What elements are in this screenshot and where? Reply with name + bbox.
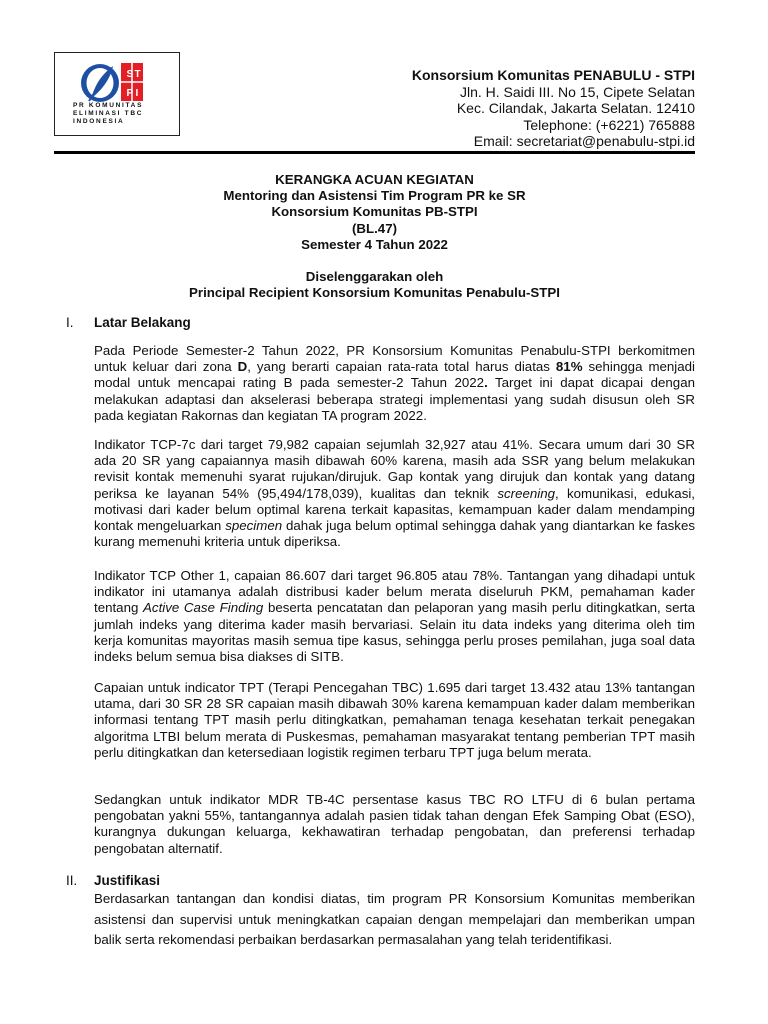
organizer-name: Principal Recipient Konsorsium Komunitas Penabulu-STPI [189,285,560,301]
section-title: Latar Belakang [94,315,191,330]
section-number: II. [66,873,78,888]
letterhead-address-line-1: Jln. H. Saidi III. No 15, Cipete Selatan [459,83,695,100]
logo-letter-s: S [126,69,134,80]
letterhead [412,67,695,150]
letterhead-address-line-2: Kec. Cilandak, Jakarta Selatan. 12410 [456,100,695,117]
logo-caption-line: PR KOMUNITAS [73,102,144,109]
logo-letter-p: P [126,88,134,99]
paragraph-mdr-tb: Sedangkan untuk indikator MDR TB-4C persentase kasus TBC RO LTFU di 6 bulan pertama pengobatan yakni 55%, tantangannya adalah pasien tidak tahan dengan Efek Samping Obat (ESO), kurangnya dukungan keluarga, kekhawatiran terhadap pengobatan, dan preferensi terhadap pengobatan alternatif. [94,792,695,856]
paragraph-tcp7c: Indikator TCP-7c dari target 79,982 capaian sejumlah 32,927 atau 41%. Secara umum dari 30 SR ada 20 SR yang capaiannya masih dibawah 60% karena, masih ada SSR yang belum melakukan revisit kontak memenuhi syarat rujukan/dirujuk. Gap kontak yang dirujuk dan kontak yang datang periksa ke layanan 54% (95,494/178,039), kualitas dan teknik screening, komunikasi, edukasi, motivasi dari kader belum optimal karena terkait kapasitas, kemampuan kader dalam mendamping kontak mengeluarkan specimen dahak juga belum optimal sehingga dahak yang diantarkan ke faskes kurang memenuhi kriteria untuk diperiksa. [94,437,695,550]
letterhead-email[interactable]: Email: secretariat@penabulu-stpi.id [473,133,695,150]
paragraph-justifikasi: Berdasarkan tantangan dan kondisi diatas, tim program PR Konsorsium Komunitas memberikan asistensi dan supervisi untuk meningkatkan capaian dengan mempelajari dan memberikan umpan balik serta rekomendasi perbaikan berdasarkan permasalahan yang telah teridentifikasi. [94,891,695,947]
title-line-4: (BL.47) [351,220,398,236]
logo-caption-line: ELIMINASI TBC [73,110,144,118]
title-line-3: Konsorsium Komunitas PB-STPI [271,204,478,220]
letterhead-telephone: Telephone: (+6221) 765888 [523,116,695,133]
logo-letter-i: I [135,88,139,99]
title-line-5: Semester 4 Tahun 2022 [301,236,448,252]
title-line-1: KERANGKA ACUAN KEGIATAN [275,172,474,187]
section-number: I. [66,315,74,330]
letterhead-org-name: Konsorsium Komunitas PENABULU - STPI [411,67,695,83]
paragraph-periode: Pada Periode Semester-2 Tahun 2022, PR Konsorsium Komunitas Penabulu-STPI berkomitmen untuk keluar dari zona D, yang berarti capaian rata-rata total harus diatas 81% sehingga menjadi modal untuk mencapai rating B pada semester-2 Tahun 2022. Target ini dapat dicapai dengan melakukan adaptasi dan akselerasi beberapa strategi implementasi yang sudah disusun oleh SR pada kegiatan Rakornas dan kegiatan TA program 2022. [94,343,696,423]
paragraph-tcp-other: Indikator TCP Other 1, capaian 86.607 dari target 96.805 atau 78%. Tantangan yang dihadapi untuk indikator ini utamanya adalah distribusi kader belum merata diseluruh PKM, pemahaman kader tentang Active Case Finding beserta pencatatan dan pelaporan yang masih perlu ditingkatkan, serta jumlah indeks yang diterima kader masih bervariasi. Selain itu data indeks yang diterima oleh tim kerja komunitas mayoritas masih semua tipe kasus, sehingga perlu proses pemilahan, juga soal data indeks belum semua bisa diakses di SITB. [94,568,695,665]
document-title [54,172,695,301]
logo-caption-line: INDONESIA [73,118,125,126]
logo-letter-t: T [134,69,141,80]
stpi-feather-logo-icon [71,59,167,105]
paragraph-tpt: Capaian untuk indicator TPT (Terapi Pencegahan TBC) 1.695 dari target 13.432 atau 13% tantangan utama, dari 30 SR 28 SR capaian masih dibawah 30% karena kemampuan kader dalam memberikan informasi tentang TPT masih perlu ditingkatkan, pemahaman tenaga kesehatan terkait penegakan algoritma LTBI belum merata di Puskesmas, pemahaman masyarakat tentang pemberian TPT masih perlu ditingkatkan dan ketersediaan logistik regimen terbaru TPT juga belum merata. [94,680,695,760]
header-divider [54,151,695,154]
logo [54,52,180,136]
logo-caption [73,102,173,127]
section-title: Justifikasi [94,873,161,888]
title-line-2: Mentoring dan Asistensi Tim Program PR ke SR [223,188,526,204]
organizer-label: Diselenggarakan oleh [305,269,444,285]
